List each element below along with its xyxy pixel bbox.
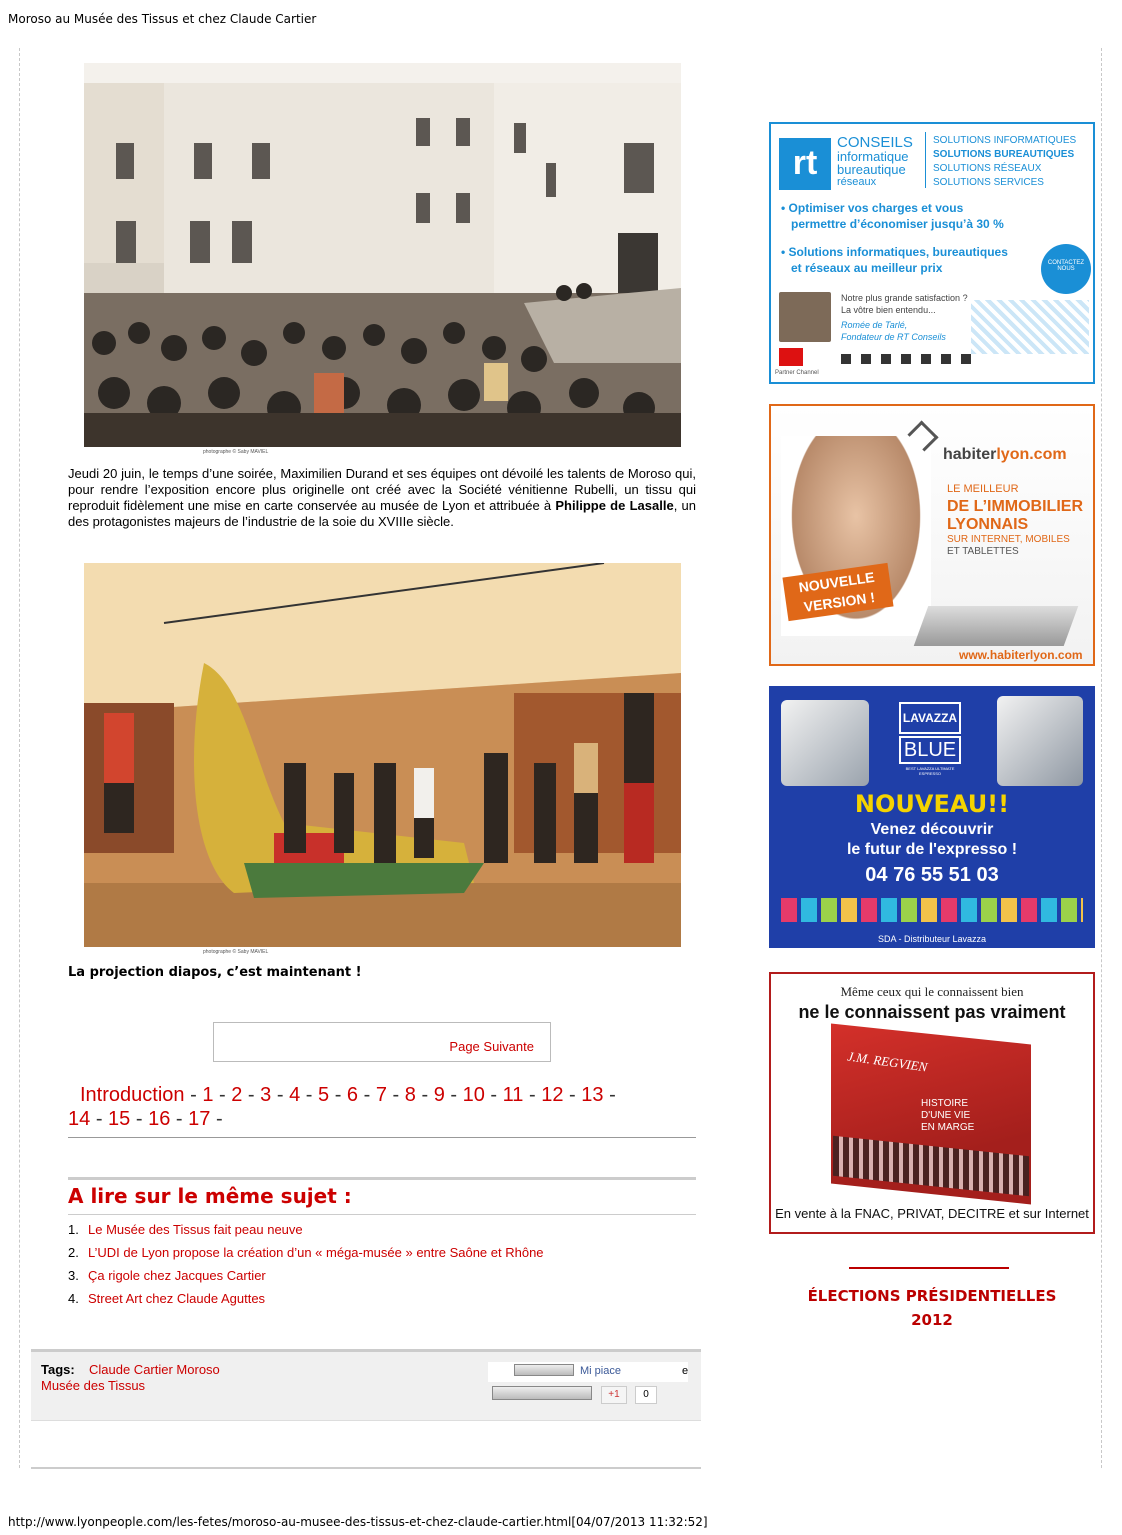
rt-bullet: permettre d’économiser jusqu’à 30 % xyxy=(791,217,1004,231)
related-title: A lire sur le même sujet : xyxy=(68,1184,352,1208)
like-button[interactable]: Mi piace xyxy=(580,1365,621,1377)
plus-one-button[interactable]: +1 xyxy=(601,1386,627,1404)
rt-lines xyxy=(837,150,909,189)
next-page-link[interactable]: Page Suivante xyxy=(449,1039,534,1054)
book-footer: En vente à la FNAC, PRIVAT, DECITRE et sur Internet xyxy=(775,1206,1089,1221)
rt-bullet: • Solutions informatiques, bureautiques xyxy=(781,245,1008,259)
divider xyxy=(68,1214,696,1215)
page-link[interactable]: 1 xyxy=(202,1084,214,1106)
rt-sign: Romée de Tarlé, xyxy=(841,320,908,330)
divider xyxy=(849,1267,1009,1269)
page-link[interactable]: 9 xyxy=(433,1084,445,1106)
partner-logos xyxy=(841,354,971,364)
page-link[interactable]: 14 xyxy=(68,1108,91,1130)
like-truncated: e xyxy=(682,1365,689,1377)
list-number: 3. xyxy=(68,1268,79,1283)
book-title-line: D'UNE VIE xyxy=(921,1110,971,1121)
page-link[interactable]: 17 xyxy=(188,1108,211,1130)
related-link[interactable]: Street Art chez Claude Aguttes xyxy=(88,1291,266,1306)
page-link[interactable]: 15 xyxy=(108,1108,131,1130)
habiter-line: DE L’IMMOBILIER xyxy=(947,498,1083,515)
page-link[interactable]: 6 xyxy=(346,1084,359,1106)
article-text-before: Jeudi 20 juin, le temps d’une soirée, Maximilien Durand et ses équipes ont dévoilé les talents de Moroso qui, pour rendre l’exposition encore plus originelle ont créé avec la Société vénitienne Rubelli, un tissu qui reproduit fidèlement une mise en carte conservée au musée de Lyon et attribuée à xyxy=(68,466,696,513)
divider xyxy=(31,1467,701,1469)
habiter-logo-b: lyon.com xyxy=(996,446,1067,463)
frame-border-right xyxy=(1101,48,1102,1468)
page-link-intro[interactable]: Introduction xyxy=(80,1084,185,1106)
divider xyxy=(68,1177,696,1180)
rt-divider xyxy=(925,132,926,188)
book-line-2: ne le connaissent pas vraiment xyxy=(798,1002,1066,1022)
page-link[interactable]: 13 xyxy=(581,1084,604,1106)
divider xyxy=(68,1137,696,1138)
book-title-line: EN MARGE xyxy=(921,1122,975,1133)
habiter-url[interactable]: www.habiterlyon.com xyxy=(959,648,1083,662)
election-heading[interactable] xyxy=(769,1284,1095,1332)
rt-bullet: • Optimiser vos charges et vous xyxy=(781,201,964,215)
book-title xyxy=(921,1098,974,1134)
tags-label: Tags: xyxy=(41,1362,75,1377)
rt-quote xyxy=(841,292,968,343)
book-line-1: Même ceux qui le connaissent bien xyxy=(840,984,1024,999)
rt-partner: Partner Channel xyxy=(775,370,819,376)
tag-link[interactable]: Musée des Tissus xyxy=(41,1378,146,1393)
page-link[interactable]: 4 xyxy=(289,1084,301,1106)
rt-solution: SOLUTIONS BUREAUTIQUES xyxy=(933,149,1075,160)
article-paragraph xyxy=(68,466,696,530)
rt-solution: SOLUTIONS RÉSEAUX xyxy=(933,163,1042,174)
gallery-photo xyxy=(84,563,681,947)
photo-credit-1: photographe © Saby MAVIEL xyxy=(203,449,269,455)
ad-lavazza[interactable] xyxy=(769,686,1095,948)
coffee-machine-right xyxy=(997,696,1083,786)
courtyard-photo xyxy=(84,63,681,447)
ad-rt-conseils[interactable] xyxy=(769,122,1095,384)
rt-bullet: et réseaux au meilleur prix xyxy=(791,261,943,275)
plus-one-count: 0 xyxy=(635,1386,657,1404)
book-author: J.M. REGVIEN xyxy=(846,1048,929,1075)
badge-line: VERSION ! xyxy=(802,589,876,615)
rt-sign: Fondateur de RT Conseils xyxy=(841,332,946,342)
rt-map-graphic xyxy=(971,300,1089,354)
capsules-row xyxy=(781,898,1083,922)
rt-line: réseaux xyxy=(837,176,877,188)
election-line: 2012 xyxy=(911,1311,953,1329)
page-title: Moroso au Musée des Tissus et chez Claude Cartier xyxy=(8,12,317,26)
tag-link[interactable]: Claude Cartier Moroso xyxy=(89,1362,220,1377)
pagination: Introduction - 1 - 2 - 3 - 4 - 5 - 6 - 7 - 8 - 9 - 10 - 11 - 12 - 13 - 14 - 15 - 16 - 17 - xyxy=(68,1084,616,1130)
lavazza-line: Venez découvrir xyxy=(870,821,994,838)
photo-credit-2: photographe © Saby MAVIEL xyxy=(203,949,269,955)
lavazza-logo: LAVAZZA xyxy=(899,702,961,734)
laptop-graphic xyxy=(914,606,1079,646)
page-link[interactable]: 11 xyxy=(502,1084,524,1106)
page-link[interactable]: 16 xyxy=(148,1108,171,1130)
rt-quote-line: Notre plus grande satisfaction ? xyxy=(841,293,968,303)
rt-quote-line: La vôtre bien entendu... xyxy=(841,305,936,315)
rt-solution: SOLUTIONS SERVICES xyxy=(933,177,1044,188)
habiter-copy xyxy=(947,480,1083,558)
page-link[interactable]: 3 xyxy=(260,1084,272,1106)
slideshow-caption: La projection diapos, c’est maintenant ! xyxy=(68,965,362,980)
list-number: 2. xyxy=(68,1245,79,1260)
list-item xyxy=(68,1220,544,1243)
like-widget[interactable] xyxy=(488,1362,688,1382)
frame-border-left xyxy=(19,48,20,1468)
rt-conseils: CONSEILS xyxy=(837,134,913,151)
lavazza-blue: BLUE xyxy=(899,736,961,764)
related-link[interactable]: Ça rigole chez Jacques Cartier xyxy=(88,1268,266,1283)
article-text-bold: Philippe de Lasalle xyxy=(555,498,674,513)
habiter-logo-a: habiter xyxy=(943,446,997,463)
habiter-line: SUR INTERNET, MOBILES xyxy=(947,534,1070,545)
page-link[interactable]: 10 xyxy=(462,1084,485,1106)
rt-line: bureautique xyxy=(837,162,906,177)
article-text-after: , un des protagonistes majeurs de l’industrie de la soie du XVIIIe siècle. xyxy=(68,498,696,529)
lavazza-headline: NOUVEAU!! xyxy=(854,790,1010,818)
election-line: ÉLECTIONS PRÉSIDENTIELLES xyxy=(807,1287,1057,1305)
lavazza-footer: SDA - Distributeur Lavazza xyxy=(877,934,987,944)
rt-line: informatique xyxy=(837,149,909,164)
badge-line: NOUVELLE xyxy=(797,568,876,596)
rt-solution: SOLUTIONS INFORMATIQUES xyxy=(933,135,1077,146)
list-number: 4. xyxy=(68,1291,79,1306)
habiter-logo xyxy=(943,446,1067,464)
page-link[interactable]: 2 xyxy=(231,1084,243,1106)
list-item xyxy=(68,1243,544,1266)
like-bar xyxy=(514,1364,574,1376)
rt-solutions xyxy=(933,134,1076,190)
ad-book[interactable] xyxy=(769,972,1095,1234)
coffee-machine-left xyxy=(781,700,869,786)
lavazza-line: le futur de l'expresso ! xyxy=(846,841,1018,858)
ad-habiterlyon[interactable] xyxy=(769,404,1095,666)
related-list xyxy=(68,1220,544,1312)
related-link[interactable]: L’UDI de Lyon propose la création d’un « méga-musée » entre Saône et Rhône xyxy=(88,1245,544,1260)
habiter-line: LE MEILLEUR xyxy=(947,483,1019,495)
list-number: 1. xyxy=(68,1222,79,1237)
lavazza-copy xyxy=(769,820,1095,860)
habiter-line: ET TABLETTES xyxy=(947,546,1019,557)
page-link[interactable]: 12 xyxy=(541,1084,564,1106)
lavazza-phone: 04 76 55 51 03 xyxy=(865,864,999,886)
list-item xyxy=(68,1266,544,1289)
related-link[interactable]: Le Musée des Tissus fait peau neuve xyxy=(88,1222,303,1237)
rt-logo: rt xyxy=(779,138,831,190)
page-link[interactable]: 7 xyxy=(375,1084,387,1106)
rt-bullets xyxy=(781,200,1008,276)
habiter-line: LYONNAIS xyxy=(947,516,1029,533)
rt-contact-badge[interactable]: CONTACTEZ NOUS xyxy=(1041,244,1091,294)
plus-bar xyxy=(492,1386,592,1400)
lavazza-tagline: BEST LAVAZZA ULTIMATE ESPRESSO xyxy=(905,766,955,776)
page-link[interactable]: 5 xyxy=(318,1084,330,1106)
page-link[interactable]: 8 xyxy=(404,1084,416,1106)
canon-logo xyxy=(779,348,803,366)
tags-box xyxy=(31,1349,701,1421)
list-item xyxy=(68,1289,544,1312)
footer-url: http://www.lyonpeople.com/les-fetes/moroso-au-musee-des-tissus-et-chez-claude-cartier.html[04/07/2013 11:32:52] xyxy=(8,1515,708,1529)
book-title-line: HISTOIRE xyxy=(921,1098,969,1109)
next-page-box[interactable] xyxy=(213,1022,551,1062)
rt-portrait xyxy=(779,292,831,342)
